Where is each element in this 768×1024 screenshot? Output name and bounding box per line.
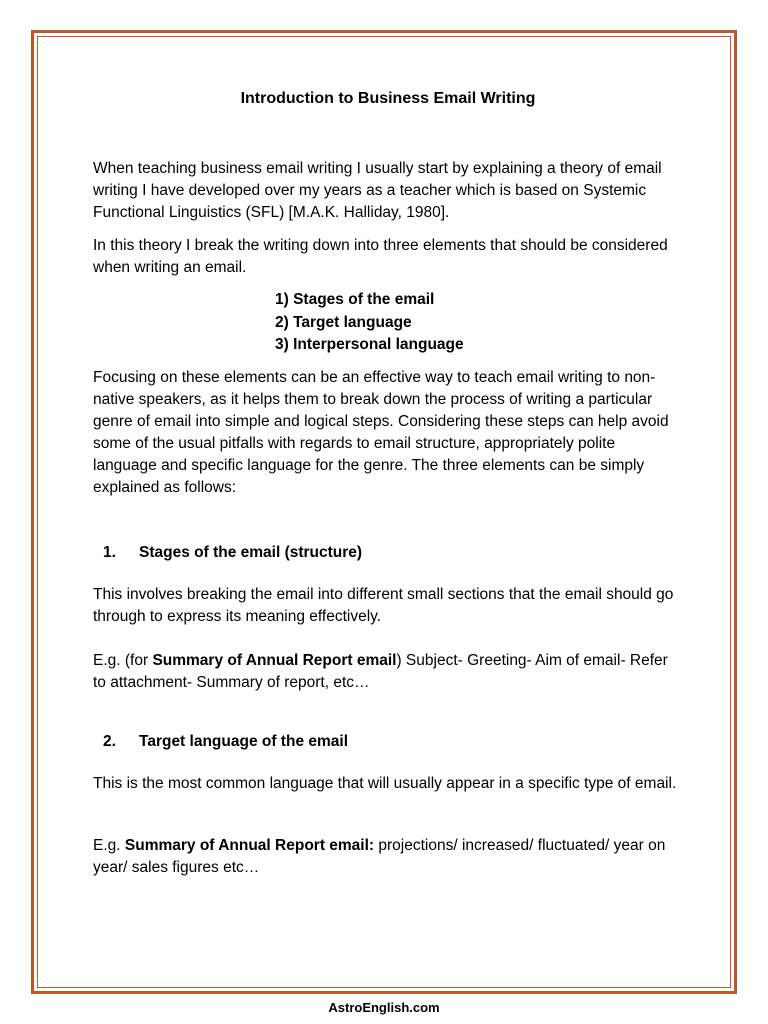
- section-number: 1.: [103, 544, 116, 561]
- section-2-heading: [103, 731, 348, 753]
- focus-paragraph: Focusing on these elements can be an effective way to teach email writing to non-native speakers, as it helps them to break down the process of writing a particular genre of email into simple and logical steps. Considering these steps can help avoid some of the usual pitfalls with regards to email structure, appropriately polite language and specific language for the genre. The three elements can be simply explained as follows:: [93, 369, 669, 496]
- example-email-type: Summary of Annual Report email: [152, 652, 397, 669]
- example-email-type: Summary of Annual Report email:: [124, 837, 375, 854]
- section-1-body: This involves breaking the email into different small sections that the email should go through to express its meaning effectively.: [93, 586, 674, 625]
- intro-paragraph: When teaching business email writing I usually start by explaining a theory of email writing I have developed over my years as a teacher which is based on Systemic Functional Linguistics (SFL) [M.A.K. Halliday, 1980].: [93, 160, 662, 221]
- list-item: 1) Stages of the email: [275, 291, 435, 308]
- section-title: Stages of the email (structure): [139, 544, 363, 561]
- section-1-heading: [103, 542, 362, 564]
- elements-list: [275, 289, 464, 357]
- section-1-example: E.g. (for Summary of Annual Report email) Subject- Greeting- Aim of email- Refer to attachment- Summary of report, etc…: [93, 652, 668, 691]
- list-item: 3) Interpersonal language: [275, 336, 464, 353]
- list-item: 2) Target language: [275, 313, 412, 331]
- footer-site-name: AstroEnglish.com: [328, 1000, 440, 1015]
- theory-paragraph: In this theory I break the writing down into three elements that should be considered when writing an email.: [93, 237, 668, 276]
- section-title: Target language of the email: [139, 733, 349, 750]
- section-2-body: This is the most common language that will usually appear in a specific type of email.: [93, 775, 677, 792]
- document-title: Introduction to Business Email Writing: [240, 90, 536, 107]
- section-2-example: E.g. Summary of Annual Report email: projections/ increased/ fluctuated/ year on year/ sales figures etc…: [93, 837, 666, 876]
- section-number: 2.: [103, 733, 116, 750]
